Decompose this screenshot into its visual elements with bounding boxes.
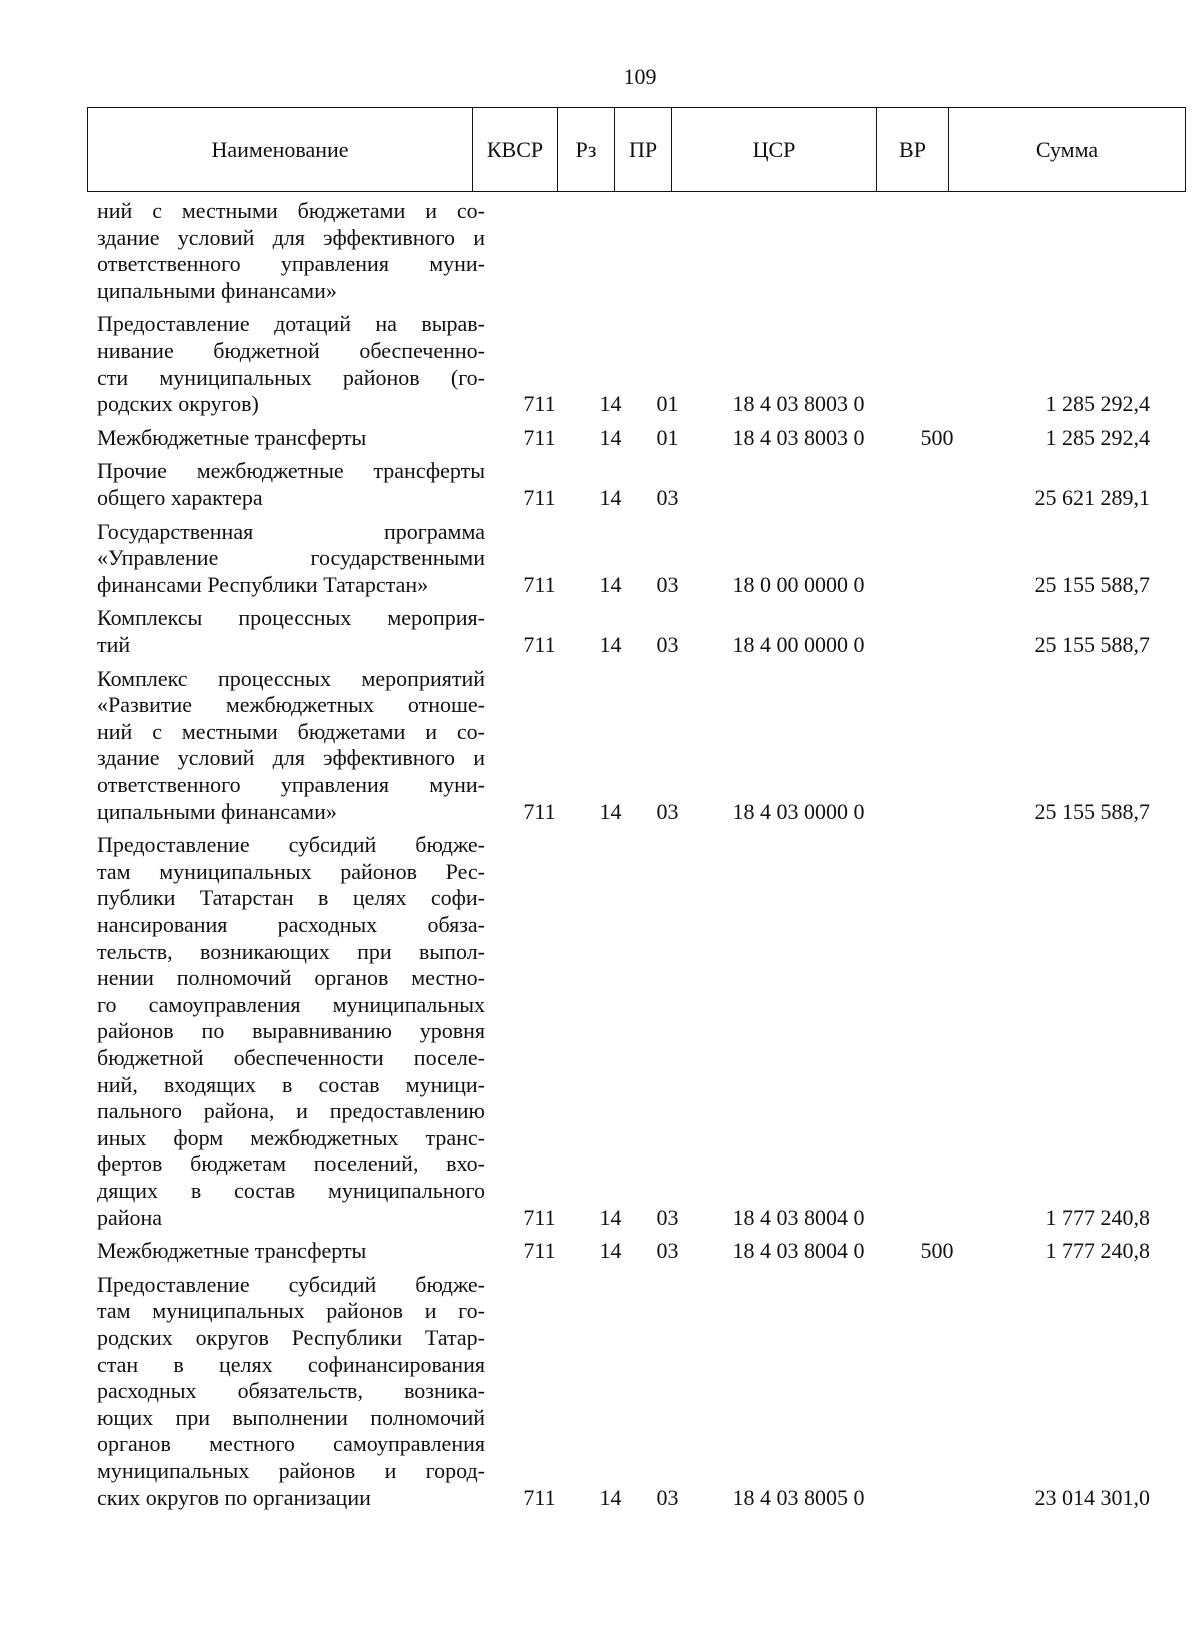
cell-sum: 25 621 289,1 [1034,484,1150,510]
row-name [97,666,485,826]
cell-sum: 25 155 588,7 [1034,571,1150,597]
cell-kvsr: 711 [523,1484,556,1510]
cell-sum: 25 155 588,7 [1034,798,1150,824]
cell-rz: 14 [599,571,622,597]
row-name [97,311,485,417]
cell-pr: 03 [656,1238,679,1264]
cell-kvsr: 711 [523,391,556,417]
cell-kvsr: 711 [523,798,556,824]
row-name [97,832,485,1231]
row-name-line: района [97,1204,163,1230]
cell-csr: 18 4 03 8005 0 [732,1484,865,1510]
row-name-line: стан в целях софинансирования [97,1351,485,1377]
cell-sum: 1 777 240,8 [1045,1238,1150,1264]
row-name-line: Комплексы процессных мероприя- [97,605,485,631]
row-name-line: тий [97,631,131,657]
cell-csr: 18 4 03 8004 0 [732,1238,865,1264]
row-name-line: тельств, возникающих при выпол- [97,938,485,964]
row-name-line: го самоуправления муниципальных [97,991,485,1017]
cell-csr: 18 4 03 8003 0 [732,424,865,450]
row-name-line: ний с местными бюджетами и со- [97,718,485,744]
row-name-line: Предоставление субсидий бюдже- [97,832,485,858]
cell-pr: 03 [656,1204,679,1230]
table-row [0,198,1200,304]
row-name [97,605,485,658]
cell-pr: 03 [656,1484,679,1510]
table-row [0,1272,1200,1511]
row-name-line: ципальными финансами» [97,277,337,303]
table-row [0,425,1200,452]
cell-rz: 14 [599,1484,622,1510]
row-name-line: родских округов) [97,391,259,417]
table-row [0,832,1200,1231]
table-row [0,458,1200,511]
cell-csr: 18 4 00 0000 0 [732,631,865,657]
cell-vr: 500 [920,424,954,450]
row-name-line: здание условий для эффективного и [97,224,485,250]
cell-sum: 25 155 588,7 [1034,631,1150,657]
header-rz: Рз [557,108,614,191]
header-kvsr: КВСР [472,108,557,191]
row-name-line: муниципальных районов и город- [97,1457,485,1483]
cell-kvsr: 711 [523,1238,556,1264]
row-name-line: бюджетной обеспеченности поселе- [97,1044,485,1070]
row-name-line: Предоставление субсидий бюдже- [97,1271,485,1297]
header-csr: ЦСР [671,108,876,191]
cell-rz: 14 [599,391,622,417]
row-name-line: ний, входящих в состав муници- [97,1071,485,1097]
row-name-line: сти муниципальных районов (го- [97,364,485,390]
row-name-line: иных форм межбюджетных транс- [97,1124,485,1150]
cell-pr: 01 [656,391,679,417]
row-name-line: Государственная программа [97,518,485,544]
row-name-line: расходных обязательств, возника- [97,1378,485,1404]
cell-kvsr: 711 [523,631,556,657]
header-pr: ПР [614,108,671,191]
row-name [97,1272,485,1511]
cell-pr: 03 [656,798,679,824]
row-name-line: там муниципальных районов Рес- [97,858,485,884]
header-sum: Сумма [948,108,1185,191]
table-row [0,666,1200,826]
cell-rz: 14 [599,1204,622,1230]
row-name-line: ципальными финансами» [97,798,337,824]
table-row [0,605,1200,658]
cell-sum: 1 285 292,4 [1045,391,1150,417]
row-name-line: ских округов по организации [97,1484,371,1510]
cell-kvsr: 711 [523,571,556,597]
cell-vr: 500 [920,1238,954,1264]
cell-csr: 18 4 03 8003 0 [732,391,865,417]
cell-pr: 03 [656,571,679,597]
row-name [97,198,485,304]
row-name-line: «Развитие межбюджетных отноше- [97,692,485,718]
row-name-line: там муниципальных районов и го- [97,1298,485,1324]
row-name-line: Прочие межбюджетные трансферты [97,458,485,484]
row-name-line: районов по выравниванию уровня [97,1018,485,1044]
cell-kvsr: 711 [523,1204,556,1230]
cell-rz: 14 [599,798,622,824]
row-name [97,425,485,452]
row-name-line: нении полномочий органов местно- [97,965,485,991]
row-name-line: дящих в состав муниципального [97,1177,485,1203]
cell-kvsr: 711 [523,424,556,450]
row-name-line: «Управление государственными [97,545,485,571]
row-name-line: Межбюджетные трансферты [97,424,367,450]
row-name-line: финансами Республики Татарстан» [97,571,429,597]
row-name-line: нансирования расходных обяза- [97,911,485,937]
table-row [0,519,1200,599]
cell-csr: 18 0 00 0000 0 [732,571,865,597]
row-name-line: Предоставление дотаций на вырав- [97,311,485,337]
row-name-line: ответственного управления муни- [97,251,485,277]
cell-csr: 18 4 03 8004 0 [732,1204,865,1230]
header-vr: ВР [876,108,948,191]
row-name-line: общего характера [97,484,263,510]
row-name [97,519,485,599]
row-name-line: Межбюджетные трансферты [97,1238,367,1264]
row-name-line: Комплекс процессных мероприятий [97,665,485,691]
cell-rz: 14 [599,424,622,450]
cell-sum: 1 777 240,8 [1045,1204,1150,1230]
cell-sum: 1 285 292,4 [1045,424,1150,450]
row-name-line: ний с местными бюджетами и со- [97,198,485,223]
row-name-line: пального района, и предоставлению [97,1098,485,1124]
cell-kvsr: 711 [523,484,556,510]
cell-pr: 03 [656,484,679,510]
row-name-line: публики Татарстан в целях софи- [97,885,485,911]
row-name [97,1238,485,1265]
row-name-line: ответственного управления муни- [97,771,485,797]
table-row [0,311,1200,417]
page-number: 109 [623,64,657,89]
cell-sum: 23 014 301,0 [1034,1484,1150,1510]
row-name-line: родских округов Республики Татар- [97,1324,485,1350]
table-row [0,1238,1200,1265]
row-name-line: нивание бюджетной обеспеченно- [97,337,485,363]
cell-rz: 14 [599,1238,622,1264]
table-header [87,107,1186,192]
cell-pr: 01 [656,424,679,450]
cell-csr: 18 4 03 0000 0 [732,798,865,824]
row-name-line: фертов бюджетам поселений, вхо- [97,1151,485,1177]
row-name-line: ющих при выполнении полномочий [97,1404,485,1430]
cell-rz: 14 [599,631,622,657]
cell-pr: 03 [656,631,679,657]
header-name: Наименование [211,136,349,162]
row-name [97,458,485,511]
cell-rz: 14 [599,484,622,510]
row-name-line: здание условий для эффективного и [97,745,485,771]
row-name-line: органов местного самоуправления [97,1431,485,1457]
